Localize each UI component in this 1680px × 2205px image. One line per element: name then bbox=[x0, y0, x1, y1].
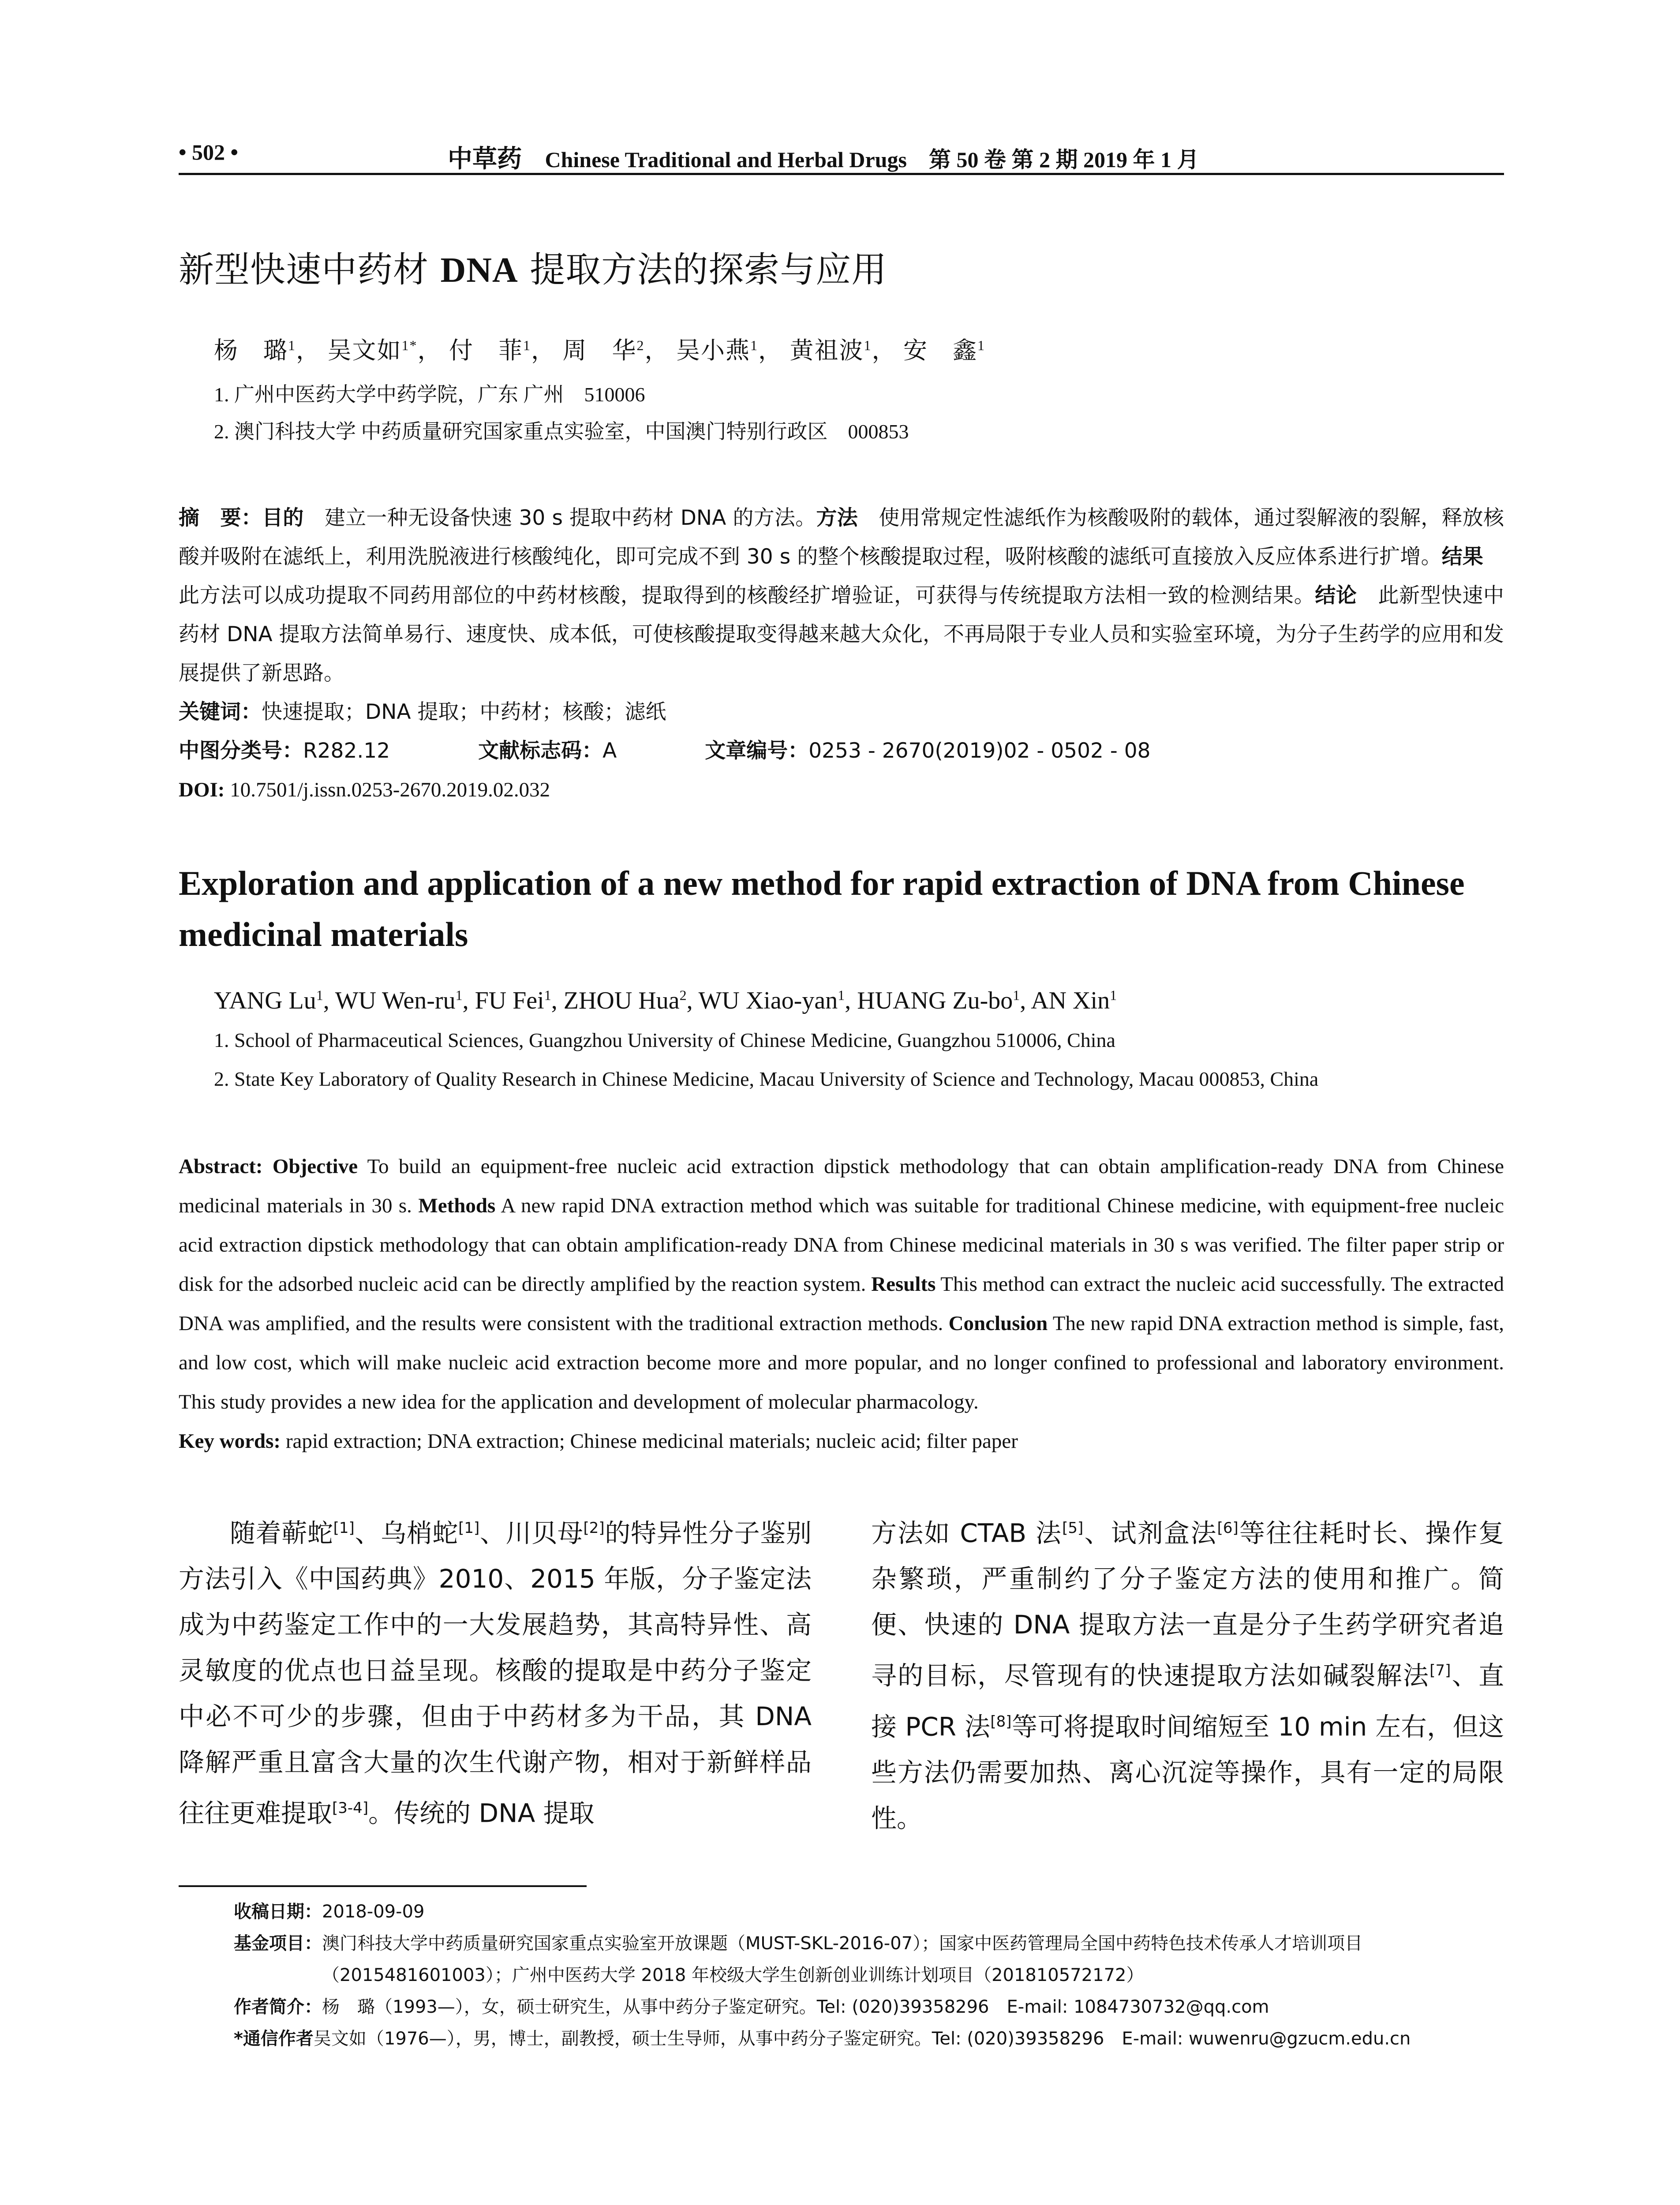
body-text bbox=[179, 1505, 1504, 1841]
author: 杨 璐$^1$， bbox=[214, 337, 321, 364]
affiliation: 2. 澳门科技大学 中药质量研究国家重点实验室，中国澳门特别行政区 000853 bbox=[214, 420, 909, 443]
authors-cn bbox=[214, 332, 1504, 366]
author: FU Fei$^1$, bbox=[475, 987, 564, 1014]
body-column-right: 方法如 CTAB 法[5]、试剂盒法[6]等往往耗时长、操作复杂繁琐，严重制约了分子鉴定方法的使用和推广。简便、快速的 DNA 提取方法一直是分子生药学研究者追寻的目标，尽管现有的快速提取方法如碱裂解法[7]、直接 PCR 法[8]等可将提取时间缩短至 10 min 左右，但这些方法仍需要加热、离心沉淀等操作，具有一定的局限性。 bbox=[871, 1518, 1504, 1833]
affiliations-en bbox=[179, 1021, 1504, 1099]
body-column-left: 随着蕲蛇[1]、乌梢蛇[1]、川贝母[2]的特异性分子鉴别方法引入《中国药典》2010、2015 年版，分子鉴定法成为中药鉴定工作中的一大发展趋势，其高特异性、高灵敏度的优点也日益呈现。核酸的提取是中药分子鉴定中必不可少的步骤，但由于中药材多为干品，其 DNA 降解严重且富含大量的次生代谢产物，相对于新鲜样品往往更难提取[3-4]。传统的 DNA 提取 bbox=[179, 1518, 812, 1828]
author: HUANG $Zu-bo^1$, bbox=[857, 987, 1031, 1014]
classification-line bbox=[179, 732, 1504, 770]
journal-name-en: Chinese Traditional and Herbal Drugs bbox=[545, 147, 907, 172]
authors-en bbox=[214, 987, 1504, 1015]
author: WU Xiao-yan$^1$, bbox=[698, 987, 857, 1014]
journal-name-cn: 中草药 bbox=[448, 146, 522, 173]
document-code: 文献标志码：A bbox=[478, 739, 617, 763]
author: 付 菲$^1$， bbox=[449, 337, 556, 364]
author: YANG Lu$^1$, bbox=[214, 987, 335, 1014]
author: WU Wen-$ru^1$, bbox=[335, 987, 475, 1014]
issue-info: 第 50 卷 第 2 期 2019 年 1 月 bbox=[928, 147, 1199, 172]
author: 安 鑫$^1$ bbox=[903, 337, 985, 364]
article-number: 文章编号：0253 - 2670(2019)02 - 0502 - 08 bbox=[705, 739, 1151, 763]
paper-page bbox=[179, 132, 1504, 2205]
affiliation: 1. School of Pharmaceutical Sciences, Guangzhou University of Chinese Medicine, Guangzhou 510006, China bbox=[214, 1029, 1115, 1051]
doi: DOI: 10.7501/j.issn.0253-2670.2019.02.032 bbox=[179, 778, 550, 801]
author: 周 华$^2$， bbox=[562, 337, 670, 364]
clc-number: 中图分类号：R282.12 bbox=[179, 739, 390, 763]
keywords-en: Key words: rapid extraction; DNA extraction; Chinese medicinal materials; nucleic acid; filter paper bbox=[179, 1430, 1018, 1453]
page-number: • 502 • bbox=[179, 140, 239, 164]
title-en: Exploration and application of a new method for rapid extraction of DNA from Chinese medicinal materials bbox=[179, 864, 1465, 953]
author: 吴小燕$^1$， bbox=[676, 337, 783, 364]
title-cn bbox=[179, 241, 1504, 292]
running-header bbox=[179, 132, 1504, 175]
abstract-cn: 摘 要：目的 建立一种无设备快速 30 s 提取中药材 DNA 的方法。方法 使用常规定性滤纸作为核酸吸附的载体，通过裂解液的裂解，释放核酸并吸附在滤纸上，利用洗脱液进行核酸纯化，即可完成不到 30 s 的整个核酸提取过程，吸附核酸的滤纸可直接放入反应体系进行扩增。结果 此方法可以成功提取不同药用部位的中药材核酸，提取得到的核酸经扩增验证，可获得与传统提取方法相一致的检测结果。结论 此新型快速中药材 DNA 提取方法简单易行、速度快、成本低，可使核酸提取变得越来越大众化，不再局限于专业人员和实验室环境，为分子生药学的应用和发展提供了新思路。 bbox=[179, 506, 1504, 685]
author: ZHOU Hua$^2$, bbox=[563, 987, 699, 1014]
title-cn-part: 提取方法的探索与应用 bbox=[518, 249, 887, 290]
footnote-corresponding: *通信作者 吴文如（1976—），男，博士，副教授，硕士生导师，从事中药分子鉴定研究。Tel: (020)39358296 E-mail: wuwenru@gzucm.edu.cn bbox=[234, 2028, 1411, 2049]
affiliation: 1. 广州中医药大学中药学院，广东 广州 510006 bbox=[214, 383, 645, 406]
affiliations-cn bbox=[179, 376, 1504, 450]
footnote-received: 收稿日期： 2018-09-09 bbox=[234, 1901, 425, 1922]
title-cn-part: 新型快速中药材 bbox=[179, 249, 441, 290]
footnote-divider bbox=[179, 1885, 587, 1887]
affiliation: 2. State Key Laboratory of Quality Research in Chinese Medicine, Macau University of Science and Technology, Macau 000853, China bbox=[214, 1068, 1319, 1090]
footnote-funding: 基金项目： 澳门科技大学中药质量研究国家重点实验室开放课题（MUST-SKL-2016-07）；国家中医药管理局全国中药特色技术传承人才培训项目（2015481601003）；广州中医药大学 2018 年校级大学生创新创业训练计划项目（201810572172） bbox=[234, 1933, 1363, 1985]
footnote-author: 作者简介： 杨 璐（1993—），女，硕士研究生，从事中药分子鉴定研究。Tel: (020)39358296 E-mail: 1084730732@qq.com bbox=[234, 1996, 1269, 2017]
abstract-en: Abstract: Objective To build an equipment-free nucleic acid extraction dipstick methodology that can obtain amplification-ready DNA from Chinese medicinal materials in 30 s. Methods A new rapid DNA extraction method which was suitable for traditional Chinese medicine, with equipment-free nucleic acid extraction dipstick methodology that can obtain amplification-ready DNA from Chinese medicinal materials in 30 s was verified. The filter paper strip or disk for the adsorbed nucleic acid can be directly amplified by the reaction system. Results This method can extract the nucleic acid successfully. The extracted DNA was amplified, and the results were consistent with the traditional extraction methods. Conclusion The new rapid DNA extraction method is simple, fast, and low cost, which will make nucleic acid extraction become more and more popular, and no longer confined to professional and laboratory environment. This study provides a new idea for the application and development of molecular pharmacology. bbox=[179, 1155, 1504, 1413]
journal-line bbox=[448, 139, 1199, 175]
author: AN Xin$^1$ bbox=[1031, 987, 1117, 1014]
title-cn-dna: DNA bbox=[440, 251, 518, 290]
author: 黄祖波$^1$， bbox=[789, 337, 897, 364]
footnotes bbox=[179, 1896, 1504, 2055]
keywords-cn: 关键词：快速提取；DNA 提取；中药材；核酸；滤纸 bbox=[179, 700, 666, 724]
author: 吴文如$^{1*}$， bbox=[327, 337, 442, 364]
